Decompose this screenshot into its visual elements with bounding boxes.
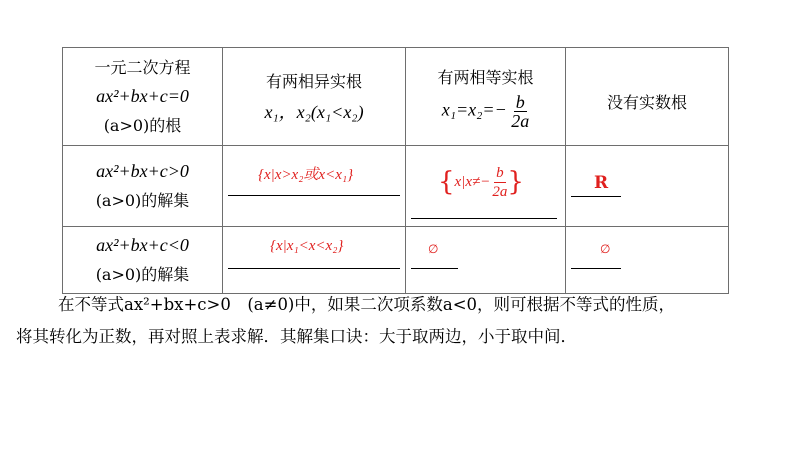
answer-blank-line [571,196,621,197]
fraction-denominator: 2a [511,111,530,131]
explanation-paragraph [16,289,776,353]
row-lt-answer-no-roots: ∅ [600,242,611,256]
row-gt-answer-equal-left: x|x≠− [454,173,491,190]
row-gt-answer-fraction [492,164,507,201]
header-distinct-roots-expr: x₁，x₂(x₁<x₂) [264,101,364,122]
row-gt-answer-equal: { x|x≠− $\frac{b}{2a}$ } [438,164,524,200]
fraction-numerator: b [496,164,504,181]
header-equation-condition: (a>0)的根 [103,116,182,135]
row-lt-expr: ax²+bx+c<0 [96,235,189,255]
paragraph-line-2: 将其转化为正数，再对照上表求解．其解集口诀：大于取两边，小于取中间． [16,327,577,346]
fraction-numerator: b [515,92,525,112]
answer-blank-line [411,268,458,269]
row-gt-answer-distinct: {x|x>x₂或x<x₁} [258,167,354,183]
answer-blank-line [571,268,621,269]
header-equation-cell [63,48,222,145]
row-lt-label-cell [63,227,222,293]
row-lt-answer-equal: ∅ [428,242,439,256]
row-gt-label-cell [63,146,222,226]
header-equal-roots-expr [442,93,529,130]
table-border [728,47,729,293]
header-equation-expr: ax²+bx+c=0 [96,86,189,106]
header-equal-roots-title: 有两相等实根 [437,68,534,87]
answer-blank-line [228,268,400,269]
answer-blank-line [228,195,400,196]
header-equal-roots-expr-left: x₁=x₂=− [441,99,507,120]
header-distinct-roots-title: 有两相异实根 [265,71,362,91]
header-no-roots-title: 没有实数根 [606,93,687,112]
answer-blank-line [411,218,557,219]
header-distinct-roots-cell [223,48,405,145]
row-gt-expr: ax²+bx+c>0 [96,161,189,181]
fraction-denominator: 2a [492,183,508,200]
row-gt-answer-no-roots: R [594,173,609,193]
header-equal-roots-cell [406,48,565,145]
row-gt-condition: (a>0)的解集 [95,191,190,210]
header-equal-roots-fraction [511,93,529,130]
header-equation-title: 一元二次方程 [94,58,191,77]
paragraph-line-1: 在不等式ax²+bx+c>0 (a≠0)中，如果二次项系数a<0，则可根据不等式的性质， [58,295,676,314]
row-lt-condition: (a>0)的解集 [95,265,190,284]
row-lt-answer-distinct: {x|x₁<x<x₂} [270,238,344,254]
header-no-roots-cell [566,48,728,145]
